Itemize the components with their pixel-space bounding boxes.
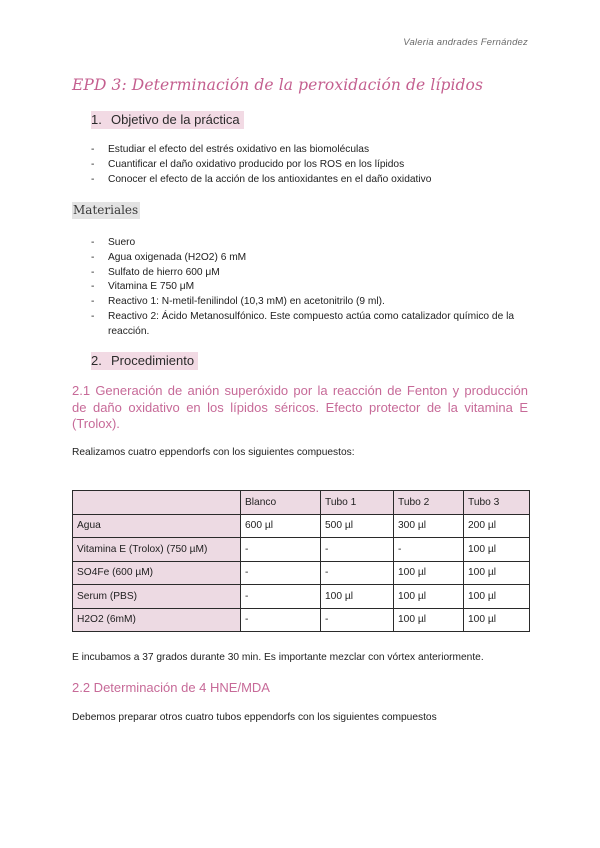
table-row [73,514,530,538]
section-objective-heading [91,111,244,129]
table-cell: 600 µl [241,514,321,538]
table-cell: 200 µl [464,514,530,538]
table-cell: - [321,561,394,585]
table-cell: 100 µl [464,608,530,632]
table-row-label: H2O2 (6mM) [73,608,241,632]
table-intro-text: Realizamos cuatro eppendorfs con los siguientes compuestos: [72,447,355,458]
table-header-cell [73,491,241,515]
incubation-note: E incubamos a 37 grados durante 30 min. Es importante mezclar con vórtex anteriormente. [72,652,484,663]
list-item: - Agua oxigenada (H2O2) 6 mM [91,251,531,266]
table-row-label: Agua [73,514,241,538]
table-row-label: Serum (PBS) [73,585,241,609]
table-cell: 100 µl [394,561,464,585]
list-item: - Cuantificar el daño oxidativo producido por los ROS en los lípidos [91,158,531,173]
section-title: Procedimiento [111,353,195,368]
page-title: EPD 3: Determinación de la peroxidación de lípidos [72,76,484,94]
section-number: 2. [91,353,102,368]
compounds-table [72,490,530,632]
objectives-list [91,143,531,187]
table-cell: - [394,538,464,562]
list-item: - Reactivo 2: Ácido Metanosulfónico. Este compuesto actúa como catalizador químico de la reacción. [91,310,531,340]
table-cell: - [321,608,394,632]
table-cell: 100 µl [464,561,530,585]
author-name: Valeria andrades Fernández [403,37,528,48]
materials-heading: Materiales [73,203,139,217]
table-header-cell: Tubo 1 [321,491,394,515]
list-item: - Sulfato de hierro 600 μM [91,266,531,281]
list-item: - Conocer el efecto de la acción de los antioxidantes en el daño oxidativo [91,173,531,188]
table-cell: 300 µl [394,514,464,538]
table-cell: 500 µl [321,514,394,538]
table-row [73,585,530,609]
table-cell: 100 µl [394,585,464,609]
table-header-row [73,491,530,515]
table-row [73,538,530,562]
table-cell: - [241,608,321,632]
table-row-label: SO4Fe (600 µM) [73,561,241,585]
table-cell: - [321,538,394,562]
table-cell: 100 µl [321,585,394,609]
list-item: - Reactivo 1: N-metil-fenilindol (10,3 mM) en acetonitrilo (9 ml). [91,295,531,310]
table-cell: 100 µl [464,538,530,562]
list-item: - Suero [91,236,531,251]
table-row [73,561,530,585]
section-number: 1. [91,112,102,127]
list-item: - Vitamina E 750 μM [91,280,531,295]
table-row-label: Vitamina E (Trolox) (750 µM) [73,538,241,562]
subsection-heading-2-1: 2.1 Generación de anión superóxido por la reacción de Fenton y producción de daño oxidativo en los lípidos séricos. Efecto protector de la vitamina E (Trolox). [72,383,528,431]
closing-text: Debemos preparar otros cuatro tubos eppendorfs con los siguientes compuestos [72,712,437,723]
subsection-heading-2-2: 2.2 Determinación de 4 HNE/MDA [72,680,270,695]
section-procedure-heading [91,352,198,370]
table-row [73,608,530,632]
table-cell: - [241,585,321,609]
table-cell: - [241,561,321,585]
table-header-cell: Blanco [241,491,321,515]
table-header-cell: Tubo 3 [464,491,530,515]
table-cell: - [241,538,321,562]
table-cell: 100 µl [464,585,530,609]
table-header-cell: Tubo 2 [394,491,464,515]
table-cell: 100 µl [394,608,464,632]
list-item: - Estudiar el efecto del estrés oxidativo en las biomoléculas [91,143,531,158]
materials-list [91,236,531,340]
section-title: Objetivo de la práctica [111,112,240,127]
